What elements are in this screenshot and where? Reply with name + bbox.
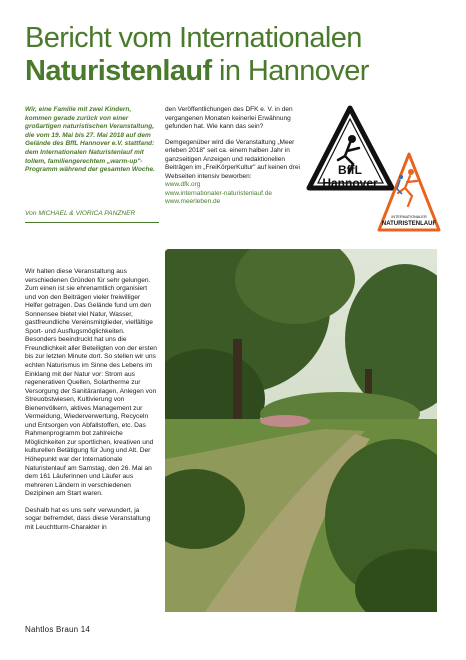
col2-paragraph-1: den Veröffentlichungen des DFK e. V. in den vergangenen Monaten keinerlei Erwähnung gefunden hat. Wie kann das sein? bbox=[165, 106, 293, 130]
title-bold-part: Naturistenlauf bbox=[25, 55, 212, 87]
intro-paragraph: Wir, eine Familie mit zwei Kindern, kommen gerade zurück von einer großartigen naturistischen Veranstaltung, die vom 19. Mai bis 27. Mai 2018 auf dem Gelände des BffL Hannover e.V. stattfand: dem Internationalen Naturistenlauf mit tollem, familiengerechtem „warm-up"-Programm während der gesamten Woche. bbox=[25, 106, 155, 174]
lauf-big-text: NATURISTENLAUF bbox=[381, 221, 437, 227]
link-dfk[interactable]: www.dfk.org bbox=[165, 181, 201, 188]
byline: Von MICHAEL & VIORICA PANZNER bbox=[25, 210, 136, 217]
title-line-1: Bericht vom Internationalen bbox=[25, 22, 362, 54]
body-paragraph-1: Wir halten diese Veranstaltung aus verschiedenen Gründen für sehr gelungen. Zum einen ist sie ehrenamtlich organisiert und von den Beiträgen vieler freiwilliger Helfer getragen. Das Gelände fund um den Sonnensee bietet viel Natur, Wasser, gastfreundliche Vereinsmitglieder, vielfältige Sport- und Ausflugsmöglichkeiten. Besonders beeindruckt hat uns die Freundlichkeit aller Beteiligten von der ersten bis zur letzten Minute dort. So stellen wir uns echten Naturismus im Sinne des Lebens im Einklang mit der Natur vor: Strom aus regenerativen Quellen, Solartherme zur Versorgung der Sanitäranlagen, Anlegen von Streuobstwiesen, Kultivierung von Bienenvölkern, aktives Management zur Vermeidung, Wiederverwertung, Recyceln und Entsorgen von Abfallstoffen, etc. Das Rahmenprogramm bot zahlreiche Möglichkeiten zur sportlichen, kreativen und kulturellen Betätigung für Jung und Alt. Der Höhepunkt war der Internationale Naturistenlauf am Samstag, den 26. Mai an dem 161 Läuferinnen und Läufer aus mehreren Ländern in verschiedenen Dezipinen am Start waren. bbox=[25, 268, 157, 498]
title-line-2 bbox=[25, 55, 445, 88]
col2-paragraph-2 bbox=[165, 139, 303, 207]
col2-paragraph-2-text: Demgegenüber wird die Veranstaltung „Meer erleben 2018" seit ca. einem halben Jahr in ganzseitigen Anzeigen und redaktionellen Beiträgen im „FreiKörperKultur" auf keinen drei Webseiten intensiv beworben: bbox=[165, 138, 300, 180]
page-footer: Nahtlos Braun 14 bbox=[25, 625, 91, 634]
bffl-text: BffL bbox=[338, 163, 362, 177]
link-meerleben[interactable]: www.meerleben.de bbox=[165, 198, 221, 205]
title-rest-part: in Hannover bbox=[211, 55, 369, 87]
naturistenlauf-logo bbox=[376, 150, 442, 236]
lauf-small-text: INTERNATIONALER bbox=[391, 215, 427, 219]
article-title bbox=[25, 22, 445, 88]
link-naturistenlauf[interactable]: www.internationaler-naturistenlauf.de bbox=[165, 189, 272, 197]
byline-divider bbox=[25, 222, 159, 223]
column-two bbox=[165, 106, 303, 214]
body-paragraph-2: Deshalb hat es uns sehr verwundert, ja sogar befremdet, dass diese Veranstaltung mit Leuchtturm-Charakter in bbox=[25, 506, 151, 531]
body-text bbox=[25, 268, 157, 540]
bffl-city-text: Hannover bbox=[322, 176, 378, 190]
park-photo bbox=[165, 249, 437, 612]
